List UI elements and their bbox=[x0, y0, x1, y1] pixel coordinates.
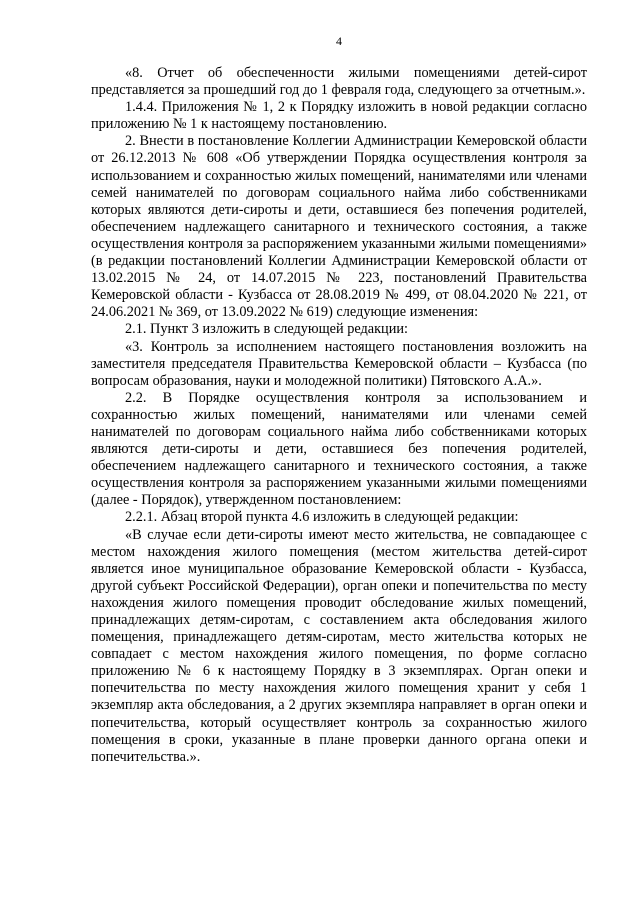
page-number: 4 bbox=[336, 34, 342, 48]
document-page bbox=[91, 34, 587, 766]
paragraph-2: 2. Внести в постановление Коллегии Администрации Кемеровской области от 26.12.2013 № 608 «Об утверждении Порядка осуществления контроля за использованием и сохранностью жилых помещений, нанимателями или членами семей нанимателей по договорам социального найма либо собственниками которых являются дети-сироты и дети, оставшиеся без попечения родителей, обеспечением надлежащего санитарного и технического состояния, а также осуществления контроля за распоряжением указанными жилыми помещениями» (в редакции постановлений Коллегии Администрации Кемеровской области от 13.02.2015 № 24, от 14.07.2015 № 223, постановлений Правительства Кемеровской области - Кузбасса от 28.08.2019 № 499, от 08.04.2020 № 221, от 24.06.2021 № 369, от 13.09.2022 № 619) следующие изменения: bbox=[91, 133, 587, 321]
paragraph-2-2: 2.2. В Порядке осуществления контроля за использованием и сохранностью жилых помещений, нанимателями или членами семей нанимателей по договорам социального найма либо собственниками которых являются дети-сироты и дети, оставшиеся без попечения родителей, обеспечением надлежащего санитарного и технического состояния, а также осуществления контроля за распоряжением указанными жилыми помещениями (далее - Порядок), утвержденном постановлением: bbox=[91, 389, 587, 509]
paragraph-1-4-4: 1.4.4. Приложения № 1, 2 к Порядку изложить в новой редакции согласно приложению № 1 к настоящему постановлению. bbox=[91, 99, 587, 133]
paragraph-2-2-1: 2.2.1. Абзац второй пункта 4.6 изложить в следующей редакции: bbox=[125, 509, 519, 526]
paragraph-clause-4-6-quote: «В случае если дети-сироты имеют место жительства, не совпадающее с местом нахождения жилого помещения (местом жительства детей-сирот является иное муниципальное образование Кемеровской области - Кузбасса, другой субъект Российской Федерации), орган опеки и попечительства по месту нахождения жилого помещения проводит обследование жилых помещений, принадлежащих детям-сиротам, с составлением акта обследования жилого помещения, принадлежащего детям-сиротам, место жительства которых не совпадает с местом нахождения жилого помещения, по форме согласно приложению № 6 к настоящему Порядку в 3 экземплярах. Орган опеки и попечительства по месту нахождения жилого помещения хранит у себя 1 экземпляр акта обследования, а 2 других экземпляра направляет в орган опеки и попечительства, который осуществляет контроль за сохранностью жилого помещения в сроки, указанные в плане проверки данного органа опеки и попечительства.». bbox=[91, 526, 587, 765]
paragraph-clause-3-quote: «3. Контроль за исполнением настоящего постановления возложить на заместителя председателя Правительства Кемеровской области – Кузбасса (по вопросам образования, науки и молодежной политики) Пятовского А.А.». bbox=[91, 338, 587, 389]
paragraph-report-clause-8: «8. Отчет об обеспеченности жилыми помещениями детей-сирот представляется за прошедший год до 1 февраля года, следующего за отчетным.». bbox=[91, 65, 587, 99]
paragraph-2-1: 2.1. Пункт 3 изложить в следующей редакции: bbox=[125, 321, 408, 338]
